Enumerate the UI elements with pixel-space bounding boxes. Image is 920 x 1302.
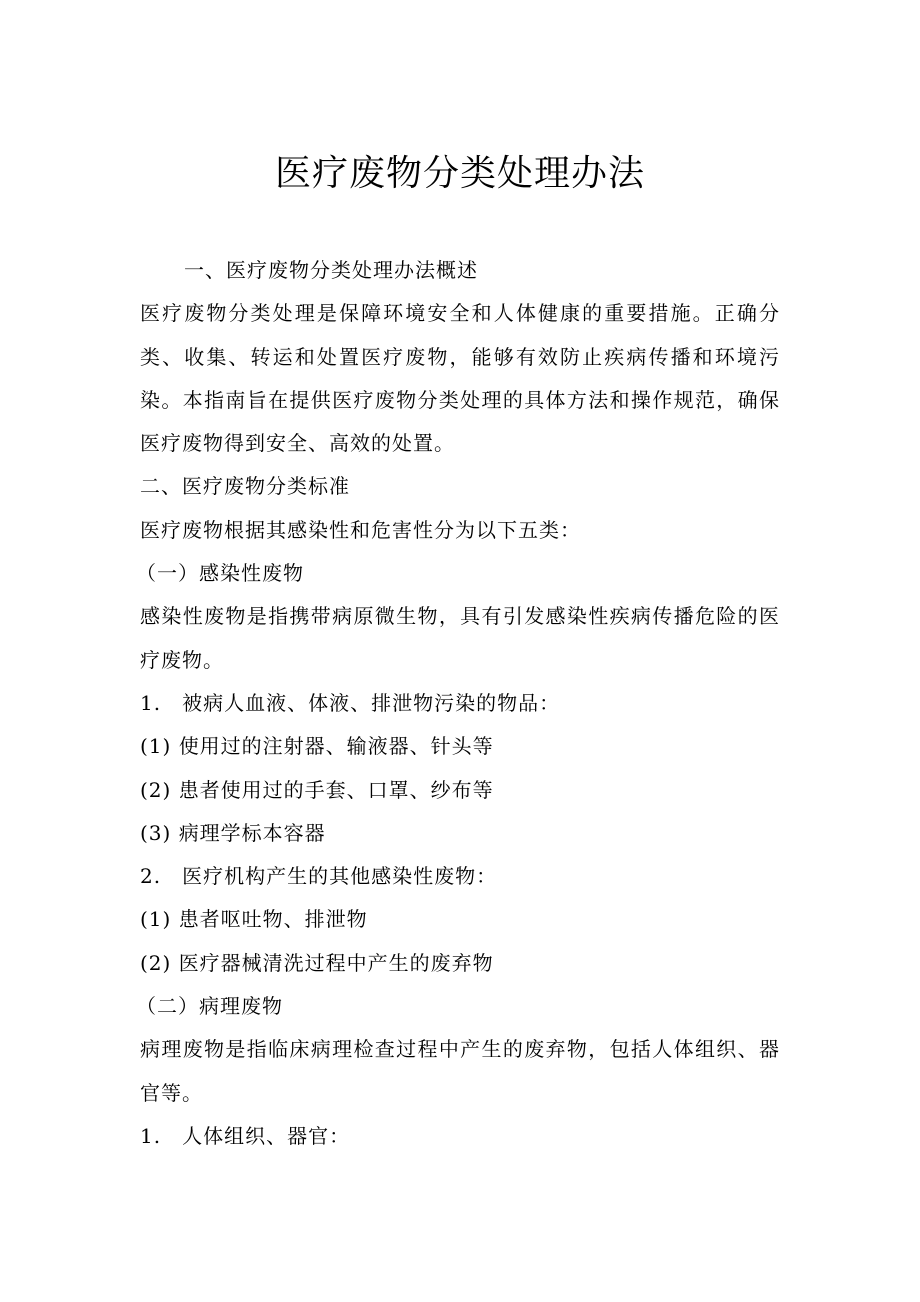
paragraph-overview: 医疗废物分类处理是保障环境安全和人体健康的重要措施。正确分类、收集、转运和处置医疗废物，能够有效防止疾病传播和环境污染。本指南旨在提供医疗废物分类处理的具体方法和操作规范，确保医疗废物得到安全、高效的处置。 xyxy=(140,301,780,456)
section-heading-overview: 一、医疗废物分类处理办法概述 xyxy=(184,258,478,282)
subsection-heading-pathological: （二）病理废物 xyxy=(136,994,283,1019)
list-item: 1. 被病人血液、体液、排泄物污染的物品： xyxy=(140,690,561,715)
document-title: 医疗废物分类处理办法 xyxy=(274,153,645,194)
document-body xyxy=(136,249,780,1158)
subsection-heading-infectious: （一）感染性废物 xyxy=(136,561,304,586)
list-item: 1. 人体组织、器官： xyxy=(140,1123,351,1148)
paragraph-infectious-definition: 感染性废物是指携带病原微生物，具有引发感染性疾病传播危险的医疗废物。 xyxy=(140,604,780,672)
list-item: 2. 医疗机构产生的其他感染性废物： xyxy=(140,864,498,889)
section-heading-standards: 二、医疗废物分类标准 xyxy=(140,474,350,499)
list-item: (1) 使用过的注射器、输液器、针头等 xyxy=(140,734,494,759)
paragraph-pathological-definition: 病理废物是指临床病理检查过程中产生的废弃物，包括人体组织、器官等。 xyxy=(140,1037,780,1105)
list-item: (2) 医疗器械清洗过程中产生的废弃物 xyxy=(140,950,494,975)
list-item: (2) 患者使用过的手套、口罩、纱布等 xyxy=(140,777,494,802)
list-item: (1) 患者呕吐物、排泄物 xyxy=(140,907,368,932)
paragraph-categories-intro: 医疗废物根据其感染性和危害性分为以下五类： xyxy=(140,517,581,542)
list-item: (3) 病理学标本容器 xyxy=(140,820,326,845)
